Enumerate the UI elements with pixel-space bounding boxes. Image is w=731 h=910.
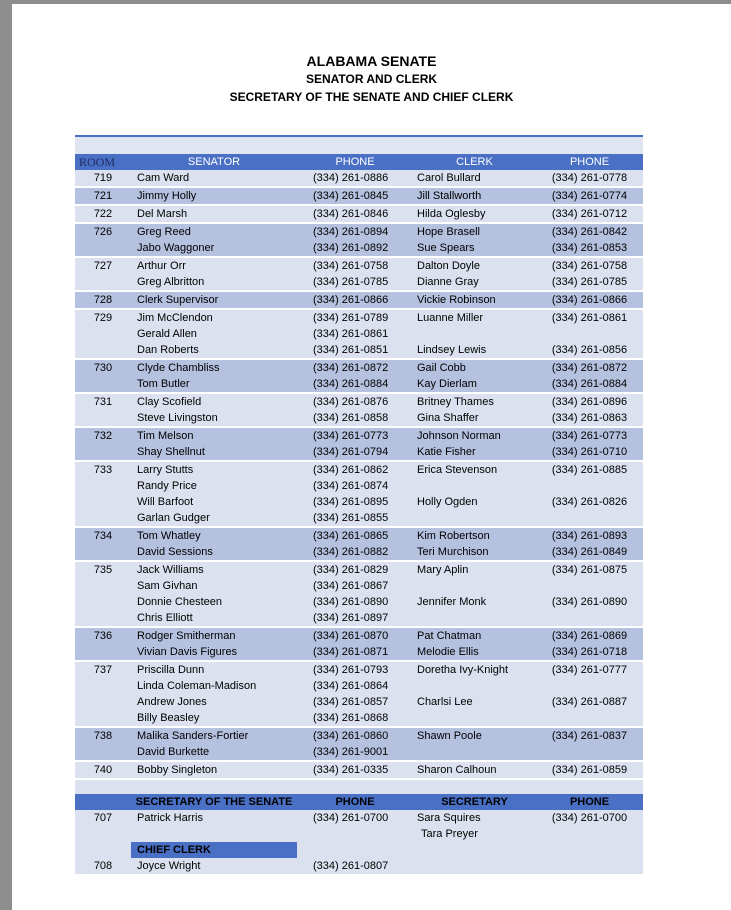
senator-name: Jack Williams <box>137 564 204 576</box>
senator-name: Rodger Smitherman <box>137 630 236 642</box>
secretary-header-row <box>75 794 643 810</box>
senator-phone: (334) 261-0860 <box>313 730 389 742</box>
clerk-phone: (334) 261-0896 <box>551 396 628 408</box>
clerk-name: Katie Fisher <box>417 446 476 458</box>
senator-name: Del Marsh <box>137 208 188 220</box>
chief-clerk-header-row <box>75 842 643 858</box>
room-row <box>75 257 643 291</box>
senator-name: Dan Roberts <box>137 344 199 356</box>
clerk-phone: (334) 261-0875 <box>551 564 628 576</box>
senator-phone: (334) 261-0871 <box>313 646 389 658</box>
senator-phone: (334) 261-0864 <box>313 680 389 692</box>
senator-name: Randy Price <box>137 480 197 492</box>
room-row <box>75 359 643 393</box>
clerk-name <box>417 710 536 726</box>
senator-name: Malika Sanders-Fortier <box>137 730 249 742</box>
senator-name: David Sessions <box>137 546 213 558</box>
clerk-name: Dalton Doyle <box>417 260 480 272</box>
senator-phone: (334) 261-0867 <box>313 580 389 592</box>
header-secretary-of-senate: SECRETARY OF THE SENATE <box>131 794 297 810</box>
clerk-phone: (334) 261-0710 <box>551 446 628 458</box>
senator-phone: (334) 261-0857 <box>313 696 389 708</box>
clerk-name: Gail Cobb <box>417 362 466 374</box>
page-subtitle: SENATOR AND CLERK <box>305 72 438 86</box>
clerk-name: Jennifer Monk <box>417 596 487 608</box>
clerk-name: Teri Murchison <box>417 546 489 558</box>
table-header-row <box>75 154 643 170</box>
clerk-phone: (334) 261-0785 <box>551 276 628 288</box>
room-number: 733 <box>93 464 113 476</box>
senator-phone: (334) 261-0882 <box>313 546 389 558</box>
clerk-phone: (334) 261-0774 <box>551 190 628 202</box>
room-row <box>75 461 643 527</box>
room-number: 731 <box>93 396 113 408</box>
senator-phone: (334) 261-0866 <box>313 294 389 306</box>
room-row <box>75 291 643 309</box>
room-number: 730 <box>93 362 113 374</box>
room-row <box>75 561 643 627</box>
senator-phone: (334) 261-0894 <box>313 226 389 238</box>
senator-name: Donnie Chesteen <box>137 596 223 608</box>
chief-clerk-name: Joyce Wright <box>137 860 201 872</box>
room-number: 740 <box>93 764 113 776</box>
senator-name: Will Barfoot <box>137 496 194 508</box>
clerk-name: Doretha Ivy-Knight <box>417 664 509 676</box>
senator-name: Billy Beasley <box>137 712 200 724</box>
chief-clerk-phone: (334) 261-0807 <box>313 860 389 872</box>
secretary-name: Patrick Harris <box>137 812 204 824</box>
room-row <box>75 761 643 779</box>
senator-phone: (334) 261-0861 <box>313 328 389 340</box>
senator-phone: (334) 261-0789 <box>313 312 389 324</box>
page-title: ALABAMA SENATE <box>306 53 437 69</box>
room-number: 707 <box>93 812 113 824</box>
senator-name: Clyde Chambliss <box>137 362 220 374</box>
header-room: ROOM <box>75 154 131 170</box>
senator-phone: (334) 261-0897 <box>313 612 389 624</box>
senator-phone: (334) 261-0858 <box>313 412 389 424</box>
senator-name: Chris Elliott <box>137 612 193 624</box>
senator-name: Gerald Allen <box>137 328 197 340</box>
senator-name: Andrew Jones <box>137 696 207 708</box>
chief-clerk-row <box>75 858 643 874</box>
room-number: 734 <box>93 530 113 542</box>
senator-phone: (334) 261-0785 <box>313 276 389 288</box>
clerk-name: Kim Robertson <box>417 530 490 542</box>
senator-phone: (334) 261-0870 <box>313 630 389 642</box>
senator-name: Arthur Orr <box>137 260 186 272</box>
senator-name: Cam Ward <box>137 172 190 184</box>
clerk-phone: (334) 261-0884 <box>551 378 628 390</box>
senator-name: David Burkette <box>137 746 210 758</box>
senator-name: Clay Scofield <box>137 396 202 408</box>
secretary-phone: (334) 261-0700 <box>313 812 389 824</box>
senator-name: Priscilla Dunn <box>137 664 205 676</box>
senator-phone: (334) 261-0892 <box>313 242 389 254</box>
section-spacer <box>75 779 643 794</box>
room-row <box>75 727 643 761</box>
clerk-phone: (334) 261-0842 <box>551 226 628 238</box>
secretary-assistant-phone: (334) 261-0700 <box>551 812 628 824</box>
clerk-phone <box>536 744 643 760</box>
clerk-phone: (334) 261-0826 <box>551 496 628 508</box>
senator-phone: (334) 261-0335 <box>313 764 389 776</box>
senator-phone: (334) 261-0855 <box>313 512 389 524</box>
clerk-name <box>417 510 536 526</box>
senator-name: Sam Givhan <box>137 580 198 592</box>
room-number: 727 <box>93 260 113 272</box>
room-row <box>75 627 643 661</box>
clerk-phone: (334) 261-0885 <box>551 464 628 476</box>
clerk-name <box>417 744 536 760</box>
clerk-phone: (334) 261-0778 <box>551 172 628 184</box>
senator-name: Steve Livingston <box>137 412 218 424</box>
clerk-phone <box>536 478 643 494</box>
header-senator: SENATOR <box>131 154 297 170</box>
table-top-strip <box>75 135 643 154</box>
clerk-phone <box>536 578 643 594</box>
room-number: 728 <box>93 294 113 306</box>
clerk-name <box>417 678 536 694</box>
clerk-name <box>417 578 536 594</box>
document-page <box>12 4 731 910</box>
page-subtitle-2: SECRETARY OF THE SENATE AND CHIEF CLERK <box>229 90 514 104</box>
clerk-phone <box>536 510 643 526</box>
header-phone: PHONE <box>297 154 413 170</box>
clerk-name: Lindsey Lewis <box>417 344 487 356</box>
clerk-name <box>417 326 536 342</box>
senator-phone: (334) 261-0851 <box>313 344 389 356</box>
senator-phone: (334) 261-0865 <box>313 530 389 542</box>
senator-name: Larry Stutts <box>137 464 194 476</box>
clerk-phone: (334) 261-0863 <box>551 412 628 424</box>
directory-table <box>75 154 643 874</box>
clerk-name: Pat Chatman <box>417 630 482 642</box>
senator-name: Linda Coleman-Madison <box>137 680 257 692</box>
senator-name: Shay Shellnut <box>137 446 205 458</box>
secretary-assistant: Sara Squires <box>417 812 481 824</box>
senator-name: Jim McClendon <box>137 312 213 324</box>
room-row <box>75 427 643 461</box>
clerk-phone: (334) 261-0872 <box>551 362 628 374</box>
senator-name: Garlan Gudger <box>137 512 210 524</box>
senator-phone: (334) 261-0845 <box>313 190 389 202</box>
header-chief-clerk: CHIEF CLERK <box>131 842 297 858</box>
senator-name: Greg Reed <box>137 226 191 238</box>
clerk-phone <box>536 710 643 726</box>
senator-name: Tim Melson <box>137 430 194 442</box>
senator-phone: (334) 261-0874 <box>313 480 389 492</box>
clerk-name: Hilda Oglesby <box>417 208 486 220</box>
clerk-phone: (334) 261-0893 <box>551 530 628 542</box>
clerk-name: Luanne Miller <box>417 312 484 324</box>
secretary-row <box>75 810 643 842</box>
clerk-phone: (334) 261-0849 <box>551 546 628 558</box>
clerk-phone: (334) 261-0890 <box>551 596 628 608</box>
header-secretary-phone: PHONE <box>297 794 413 810</box>
clerk-name: Charlsi Lee <box>417 696 473 708</box>
room-row <box>75 187 643 205</box>
clerk-phone <box>536 610 643 626</box>
clerk-name: Britney Thames <box>417 396 494 408</box>
senator-phone: (334) 261-0794 <box>313 446 389 458</box>
clerk-name: Johnson Norman <box>417 430 501 442</box>
room-number: 708 <box>93 860 113 872</box>
header-secretary: SECRETARY <box>413 794 536 810</box>
clerk-phone: (334) 261-0777 <box>551 664 628 676</box>
clerk-name: Holly Ogden <box>417 496 478 508</box>
senator-phone: (334) 261-0846 <box>313 208 389 220</box>
senator-name: Clerk Supervisor <box>137 294 219 306</box>
clerk-phone: (334) 261-0887 <box>551 696 628 708</box>
header-secretary-phone-2: PHONE <box>536 794 643 810</box>
room-number: 732 <box>93 430 113 442</box>
room-row <box>75 170 643 187</box>
clerk-name: Vickie Robinson <box>417 294 496 306</box>
room-row <box>75 309 643 359</box>
senator-phone: (334) 261-0886 <box>313 172 389 184</box>
clerk-name: Gina Shaffer <box>417 412 479 424</box>
clerk-name: Erica Stevenson <box>417 464 498 476</box>
senator-phone: (334) 261-0876 <box>313 396 389 408</box>
clerk-phone <box>536 326 643 342</box>
secretary-assistant: Tara Preyer <box>421 828 478 840</box>
senator-phone: (334) 261-0793 <box>313 664 389 676</box>
senator-phone: (334) 261-0829 <box>313 564 389 576</box>
room-number: 719 <box>93 172 113 184</box>
room-row <box>75 223 643 257</box>
clerk-phone <box>536 678 643 694</box>
clerk-name: Dianne Gray <box>417 276 479 288</box>
clerk-name: Sue Spears <box>417 242 475 254</box>
senator-phone: (334) 261-0868 <box>313 712 389 724</box>
header-clerk: CLERK <box>413 154 536 170</box>
room-row <box>75 393 643 427</box>
senator-name: Jabo Waggoner <box>137 242 215 254</box>
title-block <box>12 52 731 106</box>
senator-name: Bobby Singleton <box>137 764 218 776</box>
room-number: 737 <box>93 664 113 676</box>
room-row <box>75 661 643 727</box>
room-number: 722 <box>93 208 113 220</box>
clerk-phone: (334) 261-0853 <box>551 242 628 254</box>
clerk-name: Kay Dierlam <box>417 378 477 390</box>
clerk-phone: (334) 261-0856 <box>551 344 628 356</box>
clerk-phone: (334) 261-0712 <box>551 208 628 220</box>
clerk-name: Sharon Calhoun <box>417 764 497 776</box>
clerk-name <box>417 478 536 494</box>
senator-phone: (334) 261-0872 <box>313 362 389 374</box>
clerk-name: Jill Stallworth <box>417 190 482 202</box>
senator-name: Tom Butler <box>137 378 190 390</box>
clerk-name: Shawn Poole <box>417 730 482 742</box>
room-row <box>75 527 643 561</box>
room-rows <box>75 170 643 779</box>
clerk-phone: (334) 261-0758 <box>551 260 628 272</box>
clerk-phone: (334) 261-0773 <box>551 430 628 442</box>
senator-phone: (334) 261-0895 <box>313 496 389 508</box>
clerk-phone: (334) 261-0837 <box>551 730 628 742</box>
clerk-name: Melodie Ellis <box>417 646 479 658</box>
room-number: 736 <box>93 630 113 642</box>
clerk-phone: (334) 261-0859 <box>551 764 628 776</box>
clerk-phone: (334) 261-0718 <box>551 646 628 658</box>
secretary-section <box>75 779 643 874</box>
room-number: 735 <box>93 564 113 576</box>
room-number: 729 <box>93 312 113 324</box>
senator-phone: (334) 261-0890 <box>313 596 389 608</box>
directory-table-wrapper <box>75 135 643 874</box>
header-clerk-phone: PHONE <box>536 154 643 170</box>
senator-phone: (334) 261-0884 <box>313 378 389 390</box>
senator-phone: (334) 261-0773 <box>313 430 389 442</box>
room-number: 738 <box>93 730 113 742</box>
room-number: 721 <box>93 190 113 202</box>
senator-phone: (334) 261-9001 <box>313 746 389 758</box>
room-number: 726 <box>93 226 113 238</box>
senator-phone: (334) 261-0862 <box>313 464 389 476</box>
room-row <box>75 205 643 223</box>
clerk-name: Mary Aplin <box>417 564 469 576</box>
clerk-phone: (334) 261-0869 <box>551 630 628 642</box>
senator-name: Jimmy Holly <box>137 190 197 202</box>
clerk-name: Carol Bullard <box>417 172 481 184</box>
senator-name: Vivian Davis Figures <box>137 646 238 658</box>
clerk-name <box>417 610 536 626</box>
clerk-name: Hope Brasell <box>417 226 480 238</box>
clerk-phone: (334) 261-0866 <box>551 294 628 306</box>
senator-name: Tom Whatley <box>137 530 201 542</box>
senator-name: Greg Albritton <box>137 276 205 288</box>
clerk-phone: (334) 261-0861 <box>551 312 628 324</box>
senator-phone: (334) 261-0758 <box>313 260 389 272</box>
